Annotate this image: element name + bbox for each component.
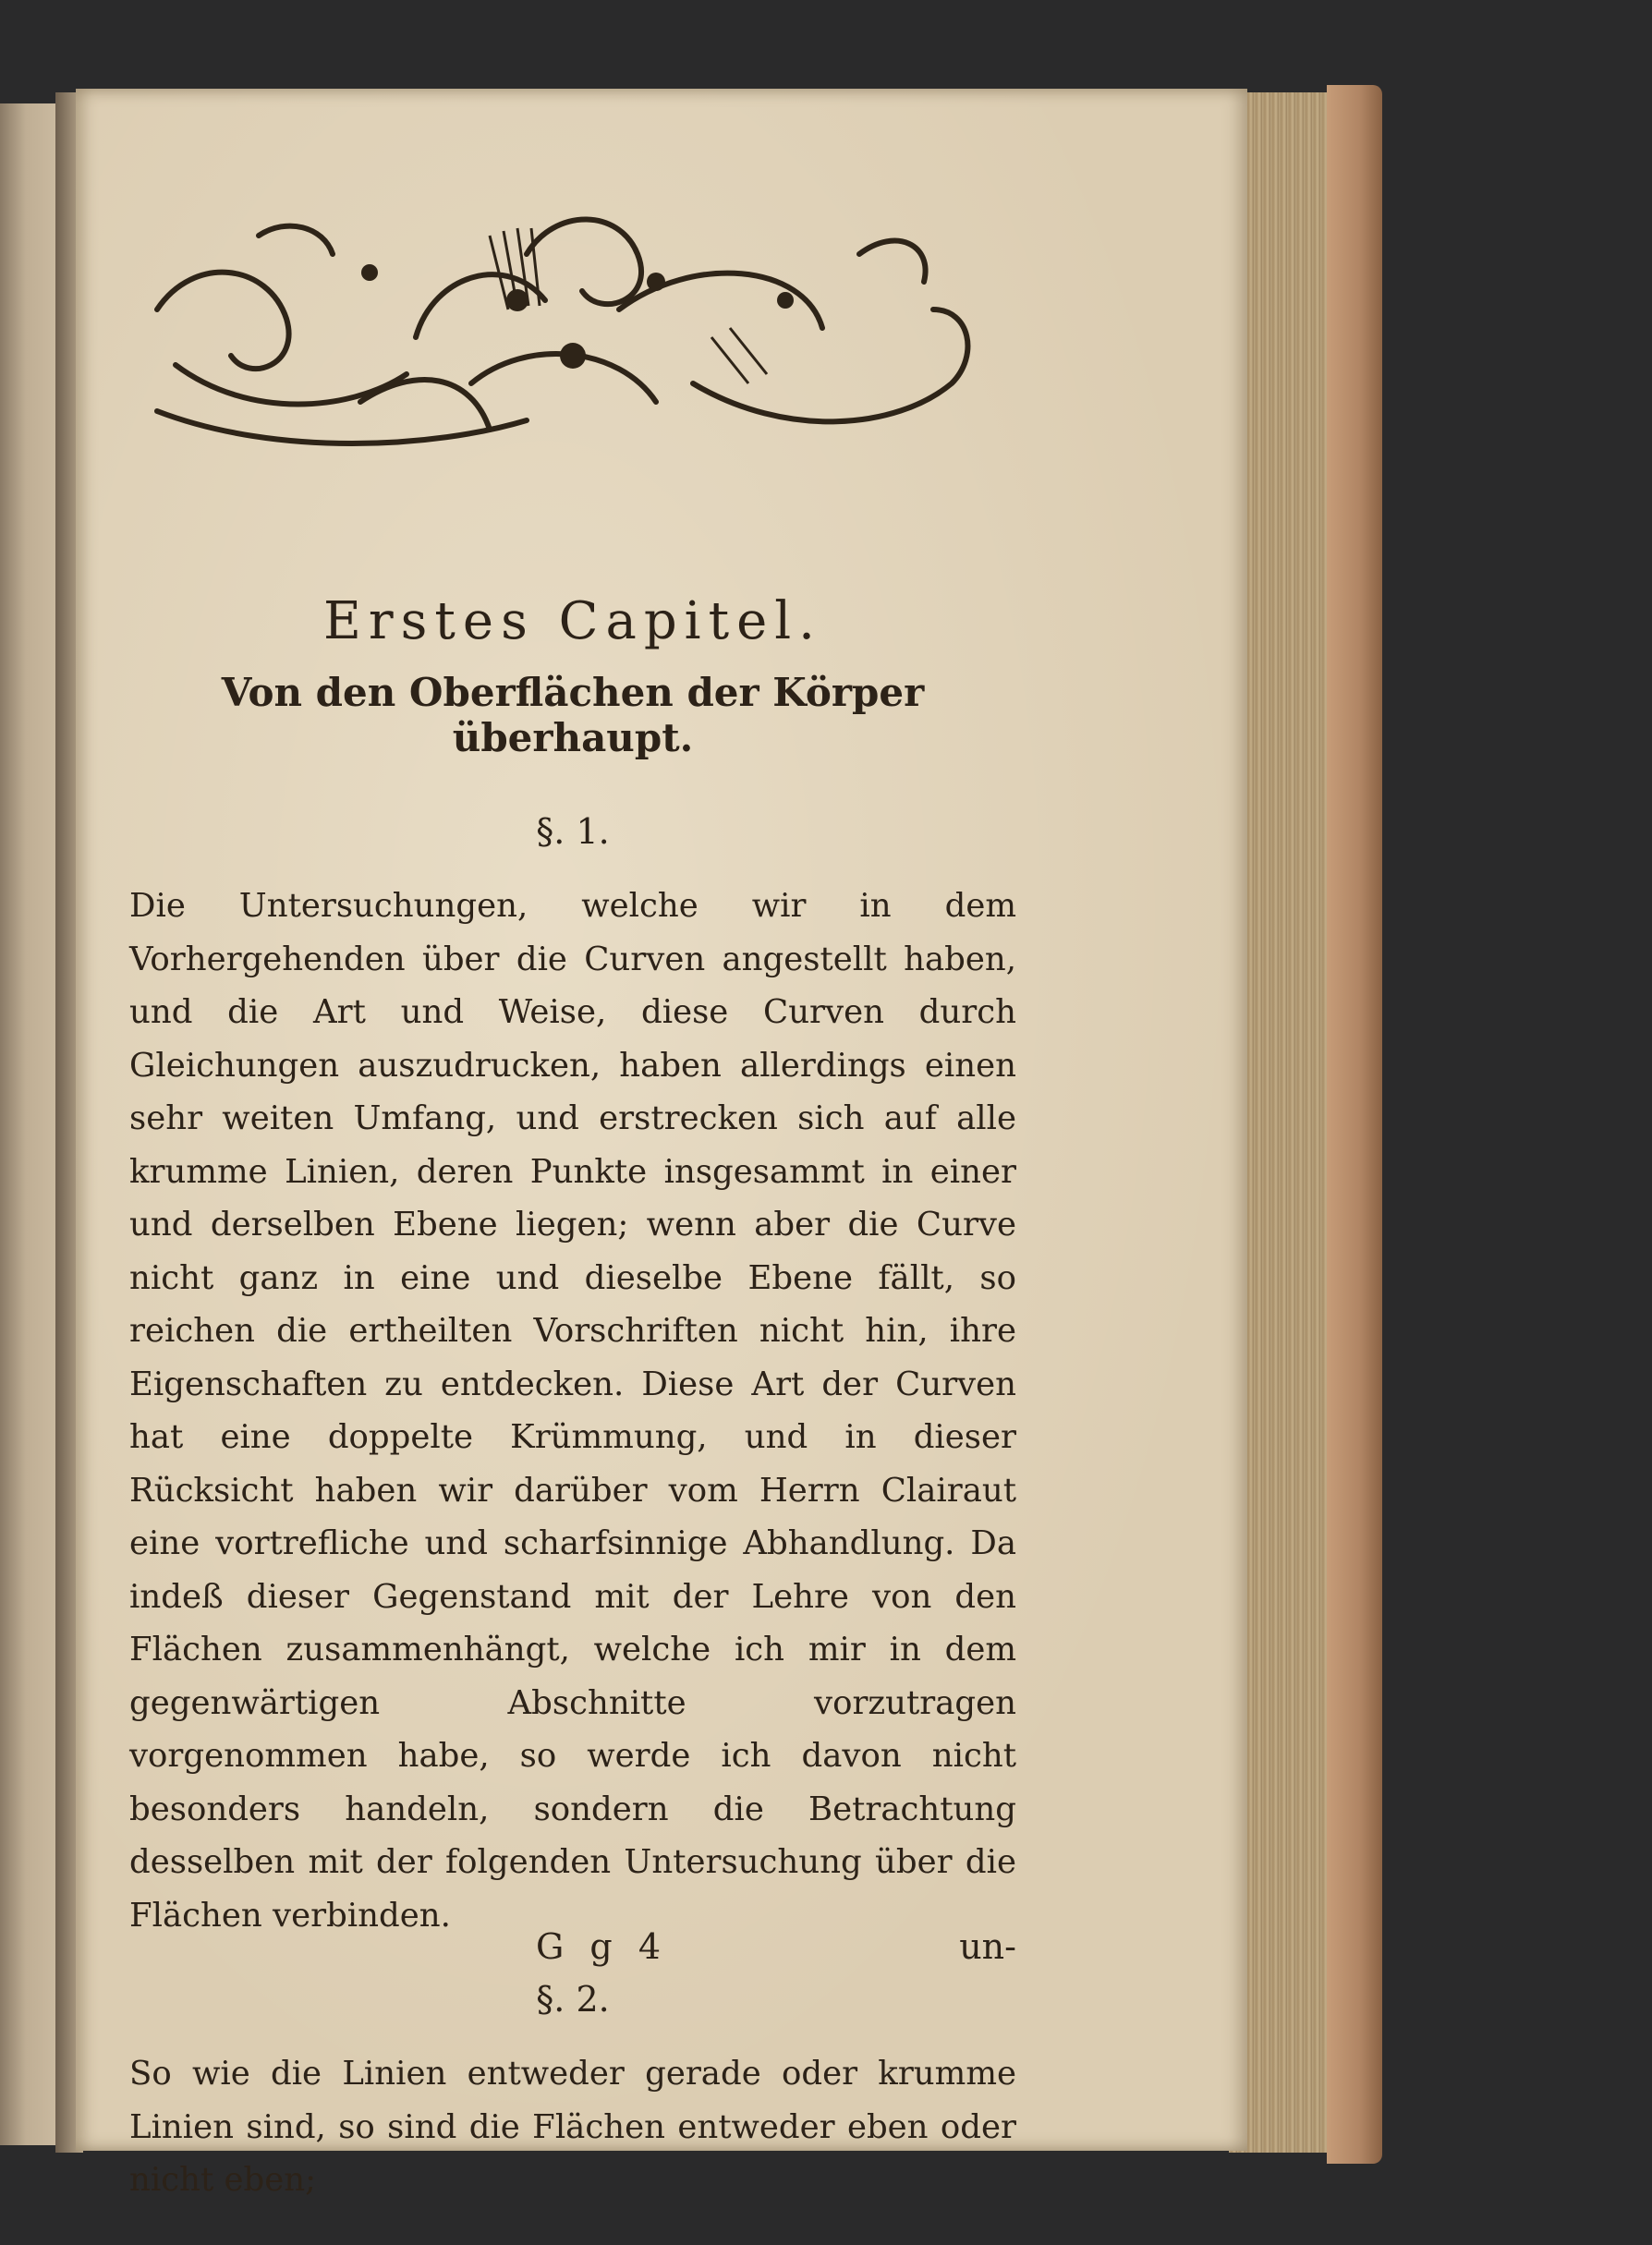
text-block <box>129 591 1016 2244</box>
book-cover <box>1327 85 1382 2164</box>
section-paragraph-1: Die Untersuchungen, welche wir in dem Vorhergehenden über die Curven angestellt haben, und die Art und Weise, diese Curven durch Gleichungen auszudrucken, haben allerdings einen sehr weiten Umfang, und erstrecken sich auf alle krumme Linien, deren Punkte insgesammt in einer und derselben Ebene liegen; wenn aber die Curve nicht ganz in eine und dieselbe Ebene fällt, so reichen die ertheilten Vorschriften nicht hin, ihre Eigenschaften zu entdecken. Diese Art der Curven hat eine doppelte Krümmung, und in dieser Rücksicht haben wir darüber vom Herrn Clairaut eine vortrefliche und scharfsinnige Abhandlung. Da indeß dieser Gegenstand mit der Lehre von den Flächen zusammenhängt, welche ich mir in dem gegenwärtigen Abschnitte vorzutragen vorgenommen habe, so werde ich davon nicht besonders handeln, sondern die Betrachtung desselben mit der folgenden Untersuchung über die Flächen verbinden. <box>129 887 1016 1935</box>
section-heading-2: §. 2. <box>536 1979 610 2020</box>
page-footer <box>536 1926 1016 1982</box>
section-heading-1: §. 1. <box>536 811 610 852</box>
chapter-title: Erstes Capitel. <box>323 591 822 651</box>
rococo-headpiece-ornament-icon <box>139 199 989 476</box>
section-paragraph-2: So wie die Linien entweder gerade oder krumme Linien sind, so sind die Flächen entweder eben oder nicht eben; <box>129 2055 1016 2199</box>
catchword: un- <box>959 1926 1016 1967</box>
chapter-subtitle: Von den Oberflächen der Körper überhaupt. <box>221 670 925 760</box>
signature-mark: G g 4 <box>536 1926 669 1967</box>
